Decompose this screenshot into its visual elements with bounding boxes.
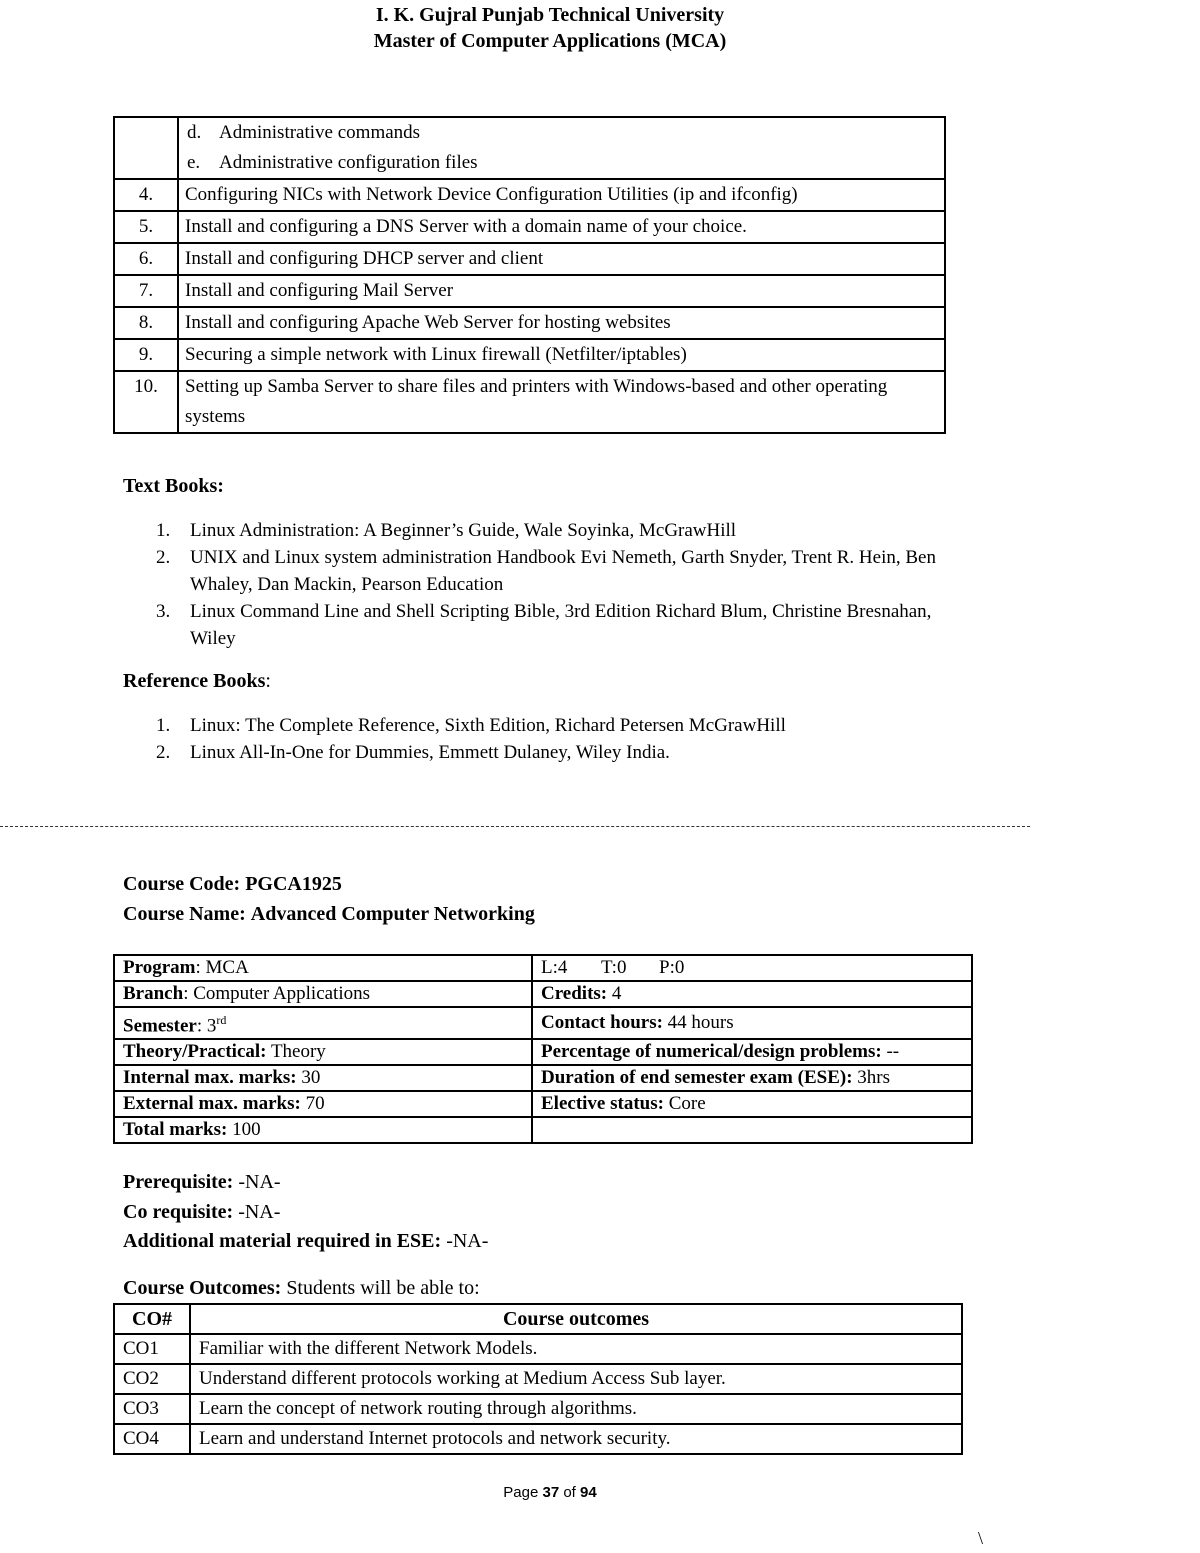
row-text: Install and configuring Apache Web Server for hosting websites xyxy=(178,307,945,339)
column-header: Course outcomes xyxy=(190,1304,962,1334)
table-row xyxy=(114,1091,972,1117)
contact-hours-cell: Contact hours: 44 hours xyxy=(532,1007,972,1039)
table-row xyxy=(114,307,945,339)
table-row xyxy=(114,339,945,371)
list-item: 3. Linux Command Line and Shell Scripting Bible, 3rd Edition Richard Blum, Christine Bresnahan, Wiley xyxy=(156,601,932,649)
duration-cell: Duration of end semester exam (ESE): 3hrs xyxy=(532,1065,972,1091)
co-code: CO2 xyxy=(114,1364,190,1394)
course-code: Course Code: PGCA1925 xyxy=(123,873,342,895)
table-header-row xyxy=(114,1304,962,1334)
table-row xyxy=(114,1424,962,1454)
course-outcomes-heading: Course Outcomes: Students will be able to: xyxy=(123,1277,480,1299)
program-details-table xyxy=(113,954,973,1144)
additional-material: Additional material required in ESE: -NA- xyxy=(123,1230,489,1252)
page-footer: Page 37 of 94 xyxy=(503,1484,597,1501)
experiments-table xyxy=(113,116,946,434)
table-row xyxy=(114,179,945,211)
table-row xyxy=(114,371,945,433)
row-number: 10. xyxy=(114,371,178,433)
table-row xyxy=(114,1065,972,1091)
row-number: 4. xyxy=(114,179,178,211)
program-title: Master of Computer Applications (MCA) xyxy=(373,30,727,52)
list-item: 2. Linux All-In-One for Dummies, Emmett Dulaney, Wiley India. xyxy=(156,742,670,763)
table-row xyxy=(114,1364,962,1394)
table-row xyxy=(114,243,945,275)
row-number: 7. xyxy=(114,275,178,307)
total-marks-cell: Total marks: 100 xyxy=(114,1117,532,1143)
co-text: Understand different protocols working at Medium Access Sub layer. xyxy=(190,1364,962,1394)
table-row xyxy=(114,981,972,1007)
corequisite: Co requisite: -NA- xyxy=(123,1201,281,1223)
co-code: CO4 xyxy=(114,1424,190,1454)
university-name: I. K. Gujral Punjab Technical University xyxy=(375,4,725,26)
course-name: Course Name: Advanced Computer Networking xyxy=(123,903,535,925)
list-item: 1. Linux: The Complete Reference, Sixth Edition, Richard Petersen McGrawHill xyxy=(156,715,786,736)
row-text: Securing a simple network with Linux firewall (Netfilter/iptables) xyxy=(178,339,945,371)
co-text: Learn the concept of network routing through algorithms. xyxy=(190,1394,962,1424)
table-row xyxy=(114,1007,972,1039)
internal-marks-cell: Internal max. marks: 30 xyxy=(114,1065,532,1091)
co-text: Learn and understand Internet protocols and network security. xyxy=(190,1424,962,1454)
row-text: Install and configuring Mail Server xyxy=(178,275,945,307)
empty-cell xyxy=(532,1117,972,1143)
list-item: 1. Linux Administration: A Beginner’s Guide, Wale Soyinka, McGrawHill xyxy=(156,520,737,541)
column-header: CO# xyxy=(114,1304,190,1334)
row-number: 6. xyxy=(114,243,178,275)
table-row xyxy=(114,1394,962,1424)
sub-item: e. Administrative configuration files xyxy=(187,152,478,173)
elective-status-cell: Elective status: Core xyxy=(532,1091,972,1117)
theory-practical-cell: Theory/Practical: Theory xyxy=(114,1039,532,1065)
text-books-title: Text Books: xyxy=(123,475,224,497)
row-text: Configuring NICs with Network Device Configuration Utilities (ip and ifconfig) xyxy=(178,179,945,211)
prerequisite: Prerequisite: -NA- xyxy=(123,1171,281,1193)
external-marks-cell: External max. marks: 70 xyxy=(114,1091,532,1117)
course-outcomes-table xyxy=(113,1303,963,1455)
credits-cell: Credits: 4 xyxy=(532,981,972,1007)
row-text: Install and configuring DHCP server and client xyxy=(178,243,945,275)
table-row xyxy=(114,1334,962,1364)
row-text: Setting up Samba Server to share files and printers with Windows-based and other operating systems xyxy=(178,371,945,433)
row-number: 8. xyxy=(114,307,178,339)
semester-cell: Semester: 3rd xyxy=(114,1007,532,1039)
table-row xyxy=(114,211,945,243)
row-text: Install and configuring a DNS Server with a domain name of your choice. xyxy=(178,211,945,243)
row-number: 9. xyxy=(114,339,178,371)
branch-cell: Branch: Computer Applications xyxy=(114,981,532,1007)
reference-books-list xyxy=(150,712,980,766)
row-number: 5. xyxy=(114,211,178,243)
table-row xyxy=(114,1039,972,1065)
reference-books-title: Reference Books: xyxy=(123,670,271,692)
page-separator xyxy=(0,826,1030,827)
table-row xyxy=(114,275,945,307)
co-text: Familiar with the different Network Models. xyxy=(190,1334,962,1364)
text-books-list xyxy=(150,517,980,652)
co-code: CO3 xyxy=(114,1394,190,1424)
ltp-cell: L:4 T:0 P:0 xyxy=(532,955,972,981)
percentage-cell: Percentage of numerical/design problems: -- xyxy=(532,1039,972,1065)
sub-item: d. Administrative commands xyxy=(187,122,421,143)
program-cell: Program: MCA xyxy=(114,955,532,981)
table-row xyxy=(114,955,972,981)
corner-mark: \ xyxy=(978,1528,984,1548)
table-row xyxy=(114,117,945,179)
list-item: 2. UNIX and Linux system administration Handbook Evi Nemeth, Garth Snyder, Trent R. Hein, Ben Whaley, Dan Mackin, Pearson Education xyxy=(156,547,936,595)
table-row xyxy=(114,1117,972,1143)
co-code: CO1 xyxy=(114,1334,190,1364)
